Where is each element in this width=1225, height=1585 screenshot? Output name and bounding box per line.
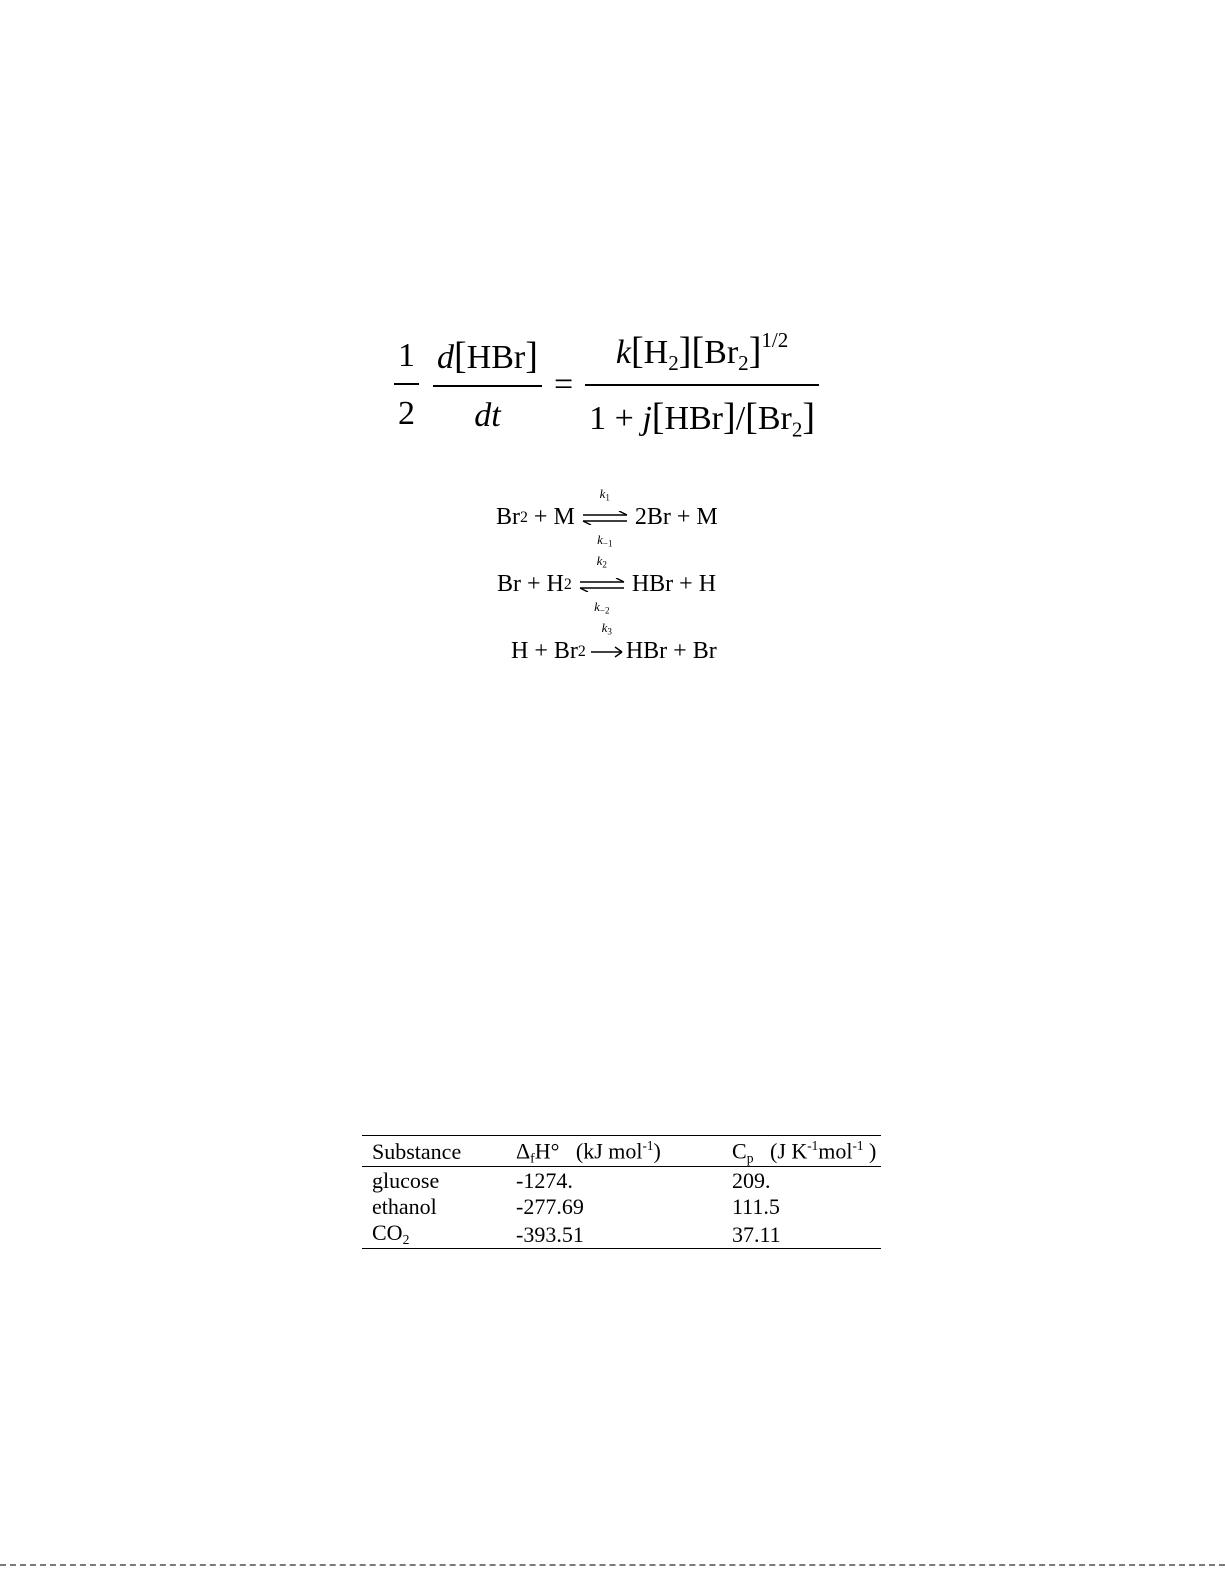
cell-enthalpy: -277.69 <box>516 1194 584 1220</box>
rate-law-equation <box>394 330 819 440</box>
derivative-denominator: dt <box>474 396 501 434</box>
cell-enthalpy: -393.51 <box>516 1221 584 1247</box>
cell-substance: glucose <box>372 1168 440 1194</box>
cell-substance: ethanol <box>372 1194 437 1220</box>
header-enthalpy: ΔfH° (kJ mol$^{-1}$) <box>516 1138 661 1166</box>
half-fraction <box>394 339 419 431</box>
table-row <box>362 1219 881 1248</box>
reaction-step-1: Br 2 + M $k_1$ $k_{-1}$ 2Br + M <box>496 485 718 549</box>
table-row <box>362 1167 881 1194</box>
thermo-data-table <box>362 1135 881 1249</box>
table-row <box>362 1193 881 1219</box>
half-numerator: 1 <box>398 337 415 375</box>
forward-arrow-icon: $k_3$ <box>590 645 624 659</box>
header-substance: Substance <box>372 1139 462 1165</box>
equilibrium-arrow-icon: $k_1$ $k_{-1}$ <box>581 511 629 525</box>
header-heat-capacity: Cp (J $K^{-1}mol^{-1}$ ) <box>732 1138 877 1166</box>
bottom-dashed-rule <box>0 1564 1225 1566</box>
half-denominator: 2 <box>398 394 415 432</box>
derivative-fraction <box>433 337 542 433</box>
cell-substance: CO2 <box>372 1220 410 1248</box>
equilibrium-arrow-icon: $k_2$ $k_{-2}$ <box>578 578 626 592</box>
cell-enthalpy: -1274. <box>516 1168 573 1194</box>
cell-heat-capacity: 111.5 <box>732 1194 780 1220</box>
derivative-numerator: d[HBr] <box>437 335 538 378</box>
cell-heat-capacity: 209. <box>732 1168 771 1194</box>
equals-sign: = <box>553 366 574 404</box>
cell-heat-capacity: 37.11 <box>732 1221 781 1247</box>
reaction-step-2: Br + H 2 $k_2$ $k_{-2}$ HBr + H <box>497 552 717 616</box>
reaction-step-3: H + Br 2 $k_3$ HBr + Br <box>511 619 717 664</box>
table-header-row <box>362 1136 881 1167</box>
rate-expression-fraction <box>585 330 819 440</box>
rate-expression-denominator: $1 + j[HBr]/[Br_2]$ <box>589 395 816 442</box>
rate-expression-numerator: $k[H_2][Br_2]^{1/2}$ <box>615 328 789 376</box>
